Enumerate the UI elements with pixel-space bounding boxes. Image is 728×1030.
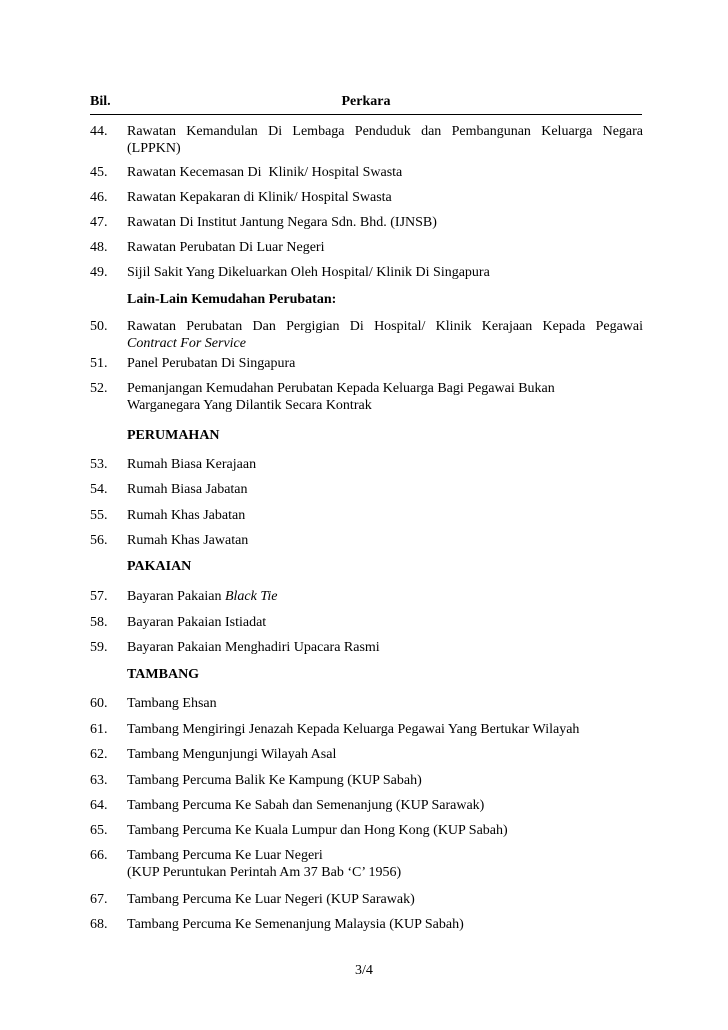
item-text: Tambang Percuma Ke Semenanjung Malaysia (KUP Sabah) [127,917,464,932]
item-text: Sijil Sakit Yang Dikeluarkan Oleh Hospital/ Klinik Di Singapura [127,265,490,280]
item-text: Tambang Mengunjungi Wilayah Asal [127,747,337,762]
item-number: 51. [90,356,108,371]
item-number: 60. [90,696,108,711]
column-header-bil: Bil. [90,94,111,109]
item-number: 49. [90,265,108,280]
item-number: 63. [90,773,108,788]
item-number: 66. [90,848,108,863]
item-number: 57. [90,589,108,604]
item-text: Rumah Biasa Kerajaan [127,457,257,472]
item-text: Rumah Khas Jabatan [127,508,246,523]
item-number: 47. [90,215,108,230]
item-number: 56. [90,533,108,548]
column-header-perkara: Perkara [341,94,391,109]
item-text: Tambang Percuma Balik Ke Kampung (KUP Sabah) [127,773,422,788]
item-number: 55. [90,508,108,523]
item-text: Rawatan Kemandulan Di Lembaga Penduduk dan Pembangunan Keluarga Negara [127,124,643,139]
item-text: Tambang Percuma Ke Sabah dan Semenanjung (KUP Sarawak) [127,798,485,813]
section-heading-text: PERUMAHAN [127,428,220,443]
item-number: 45. [90,165,108,180]
item-text: Tambang Mengiringi Jenazah Kepada Keluarga Pegawai Yang Bertukar Wilayah [127,722,580,737]
item-text: Bayaran Pakaian Istiadat [127,615,267,630]
page-number: 3/4 [355,963,373,978]
item-number: 64. [90,798,108,813]
item-text: Rawatan Kecemasan Di Klinik/ Hospital Swasta [127,165,403,180]
item-number: 62. [90,747,108,762]
item-text-continued: (KUP Peruntukan Perintah Am 37 Bab ‘C’ 1956) [127,865,402,880]
item-number: 61. [90,722,108,737]
item-text: Pemanjangan Kemudahan Perubatan Kepada Keluarga Bagi Pegawai Bukan [127,381,555,396]
item-number: 58. [90,615,108,630]
item-number: 44. [90,124,108,139]
item-text: Tambang Percuma Ke Kuala Lumpur dan Hong Kong (KUP Sabah) [127,823,508,838]
item-number: 48. [90,240,108,255]
item-number: 68. [90,917,108,932]
item-text-continued: Warganegara Yang Dilantik Secara Kontrak [127,398,372,413]
item-number: 53. [90,457,108,472]
item-text-italic: Black Tie [224,589,278,604]
item-text-main: Bayaran Pakaian [127,589,225,604]
section-heading-text: Lain-Lain Kemudahan Perubatan: [127,292,337,307]
item-number: 52. [90,381,108,396]
item-text: Panel Perubatan Di Singapura [127,356,296,371]
item-number: 50. [90,319,108,334]
item-text: Bayaran Pakaian Menghadiri Upacara Rasmi [127,640,380,655]
item-text: Rumah Khas Jawatan [127,533,249,548]
item-text-continued: (LPPKN) [127,141,181,156]
item-text: Rawatan Perubatan Dan Pergigian Di Hospital/ Klinik Kerajaan Kepada Pegawai [127,319,643,334]
item-text: Tambang Ehsan [127,696,217,711]
section-heading-text: PAKAIAN [127,559,192,574]
item-text: Rawatan Kepakaran di Klinik/ Hospital Swasta [127,190,392,205]
item-number: 54. [90,482,108,497]
header-rule [90,114,642,115]
item-number: 65. [90,823,108,838]
item-text: Rumah Biasa Jabatan [127,482,248,497]
item-text: Rawatan Perubatan Di Luar Negeri [127,240,325,255]
item-number: 59. [90,640,108,655]
item-number: 67. [90,892,108,907]
item-text [127,588,643,605]
item-number: 46. [90,190,108,205]
item-text: Rawatan Di Institut Jantung Negara Sdn. Bhd. (IJNSB) [127,215,437,230]
item-text-continued: Contract For Service [127,336,246,351]
item-text: Tambang Percuma Ke Luar Negeri [127,848,323,863]
item-text: Tambang Percuma Ke Luar Negeri (KUP Sarawak) [127,892,415,907]
section-heading-text: TAMBANG [127,667,200,682]
